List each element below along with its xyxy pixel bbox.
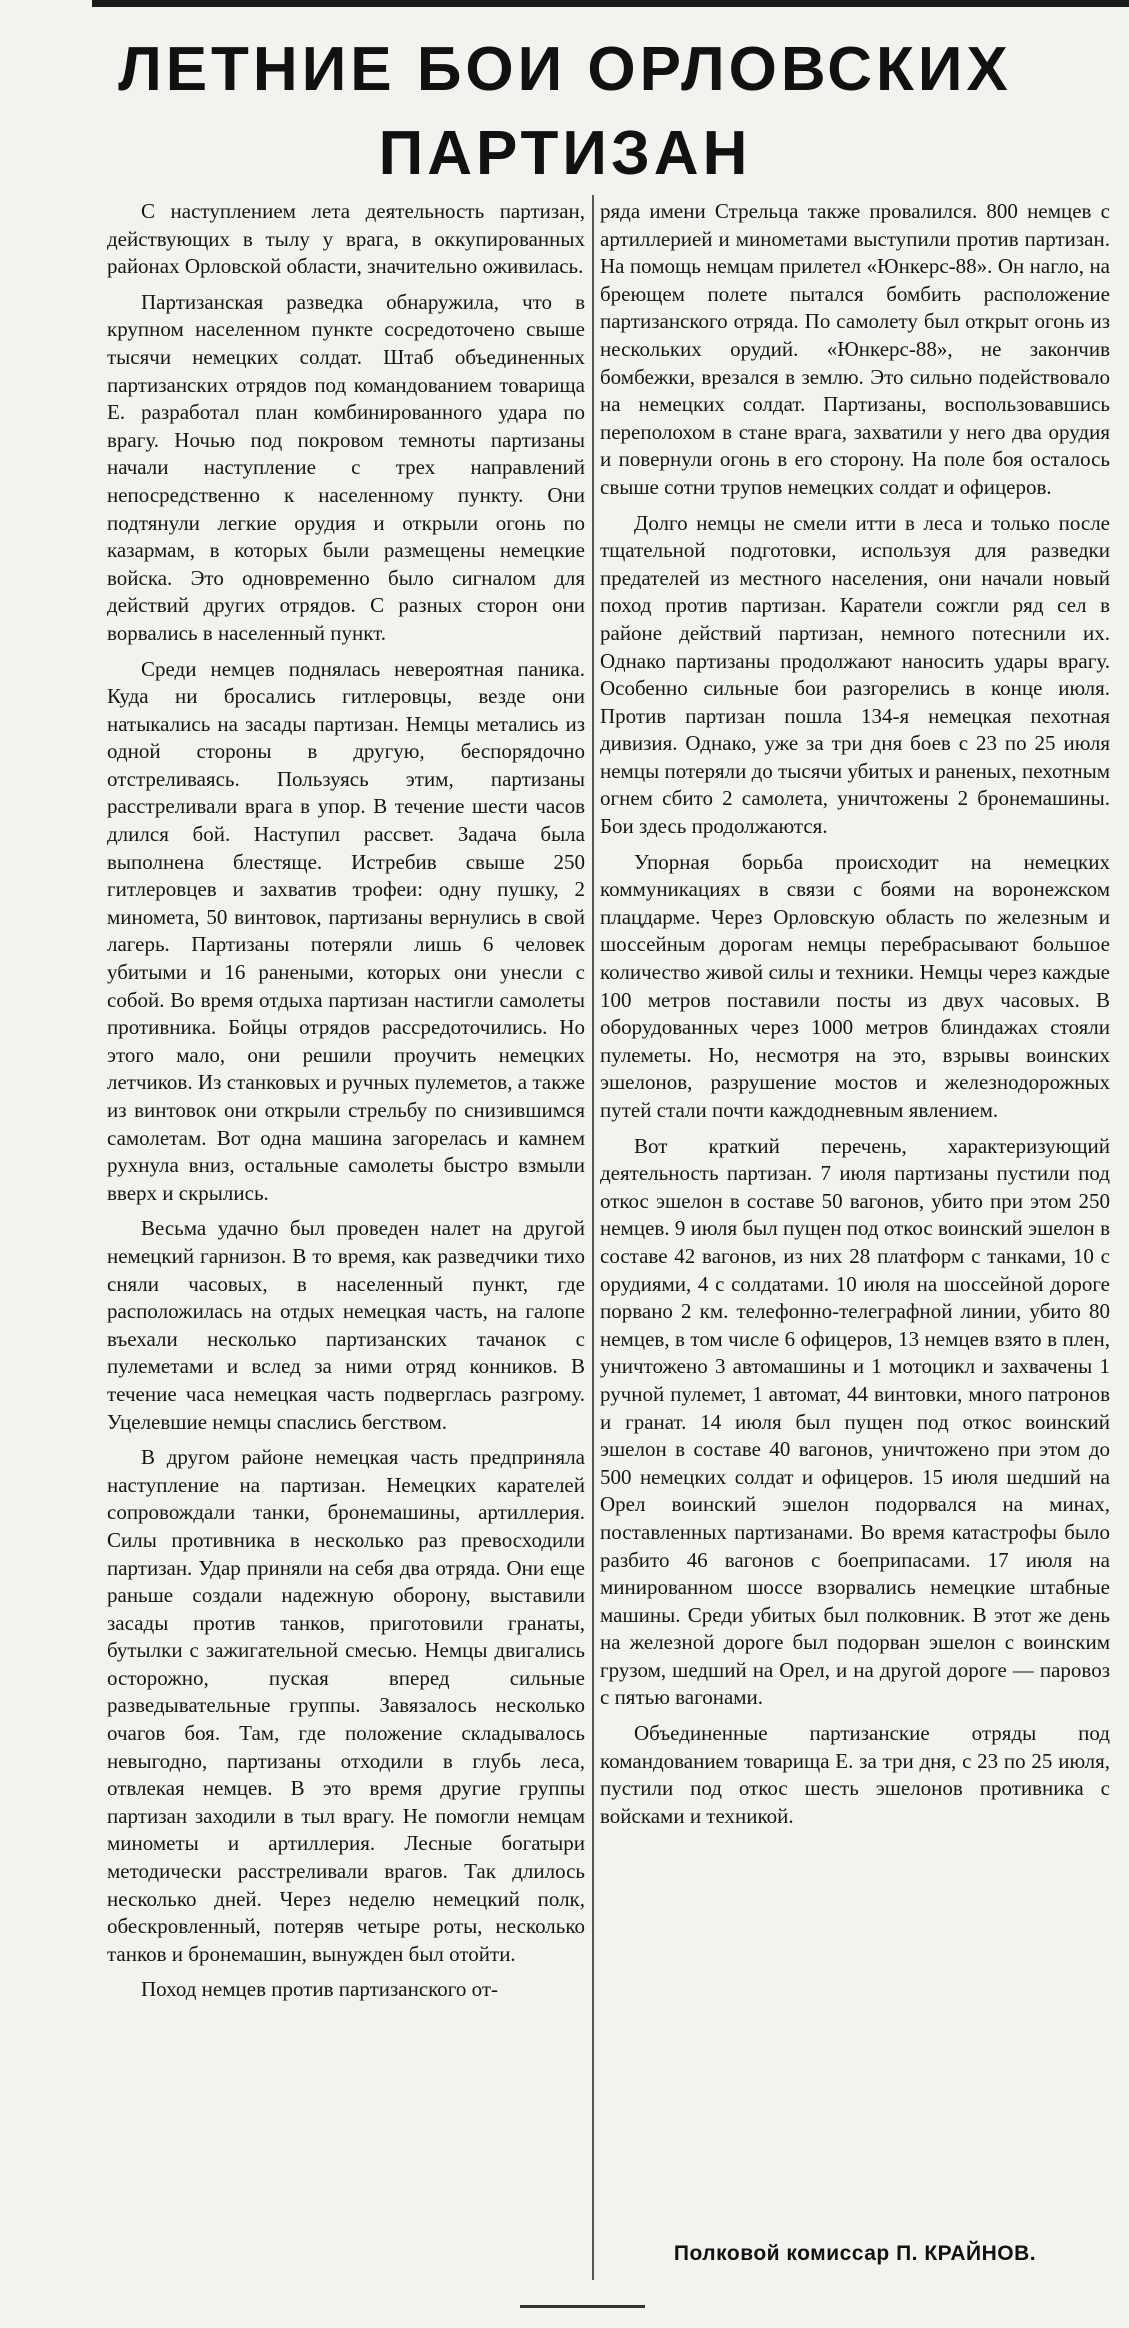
paragraph: Объединенные партизанские отряды под командованием товарища Е. за три дня, с 23 по 25 июля, пустили под откос шесть эшелонов противника с войсками и техникой. xyxy=(600,1721,1110,1828)
headline-line-1: ЛЕТНИЕ БОИ ОРЛОВСКИХ xyxy=(118,35,1012,104)
paragraph: Весьма удачно был проведен налет на другой немецкий гарнизон. В то время, как разведчики тихо сняли часовых, в населенный пункт, где расположилась на отдых немецкая часть, на галопе въехали несколько партизанских тачанок с пулеметами и вслед за ними отряд конников. В течение часа немецкая часть подверглась разгрому. Уцелевшие немцы спаслись бегством. xyxy=(107,1216,585,1434)
top-rule xyxy=(92,0,1129,7)
paragraph: В другом районе немецкая часть предприняла наступление на партизан. Немецких карателей сопровождали танки, бронемашины, артиллерия. Силы противника в несколько раз превосходили партизан. Удар приняли на себя два отряда. Они еще раньше создали надежную оборону, выставили засады против танков, приготовили гранаты, бутылки с зажигательной смесью. Немцы двигались осторожно, пуская вперед сильные разведывательные группы. Завязалось несколько очагов боя. Там, где положение складывалось невыгодно, партизаны отходили в глубь леса, отвлекая немцев. В это время другие группы партизан заходили в тыл врагу. Не помогли немцам минометы и артиллерия. Лесные богатыри методически расстреливали врагов. Так длилось несколько дней. Через неделю немецкий полк, обескровленный, потеряв четыре роты, несколько танков и бронемашин, вынужден был отойти. xyxy=(107,1445,585,1966)
column-divider xyxy=(592,195,594,2280)
article-column-left xyxy=(107,198,585,2012)
paragraph: Долго немцы не смели итти в леса и только после тщательной подготовки, используя для разведки предателей из местного населения, они начали новый поход против партизан. Каратели сожгли ряд сел в районе действий партизан, немного потеснили их. Однако партизаны продолжают наносить удары врагу. Особенно сильные бои разгорелись в конце июля. Против партизан пошла 134-я немецкая пехотная дивизия. Однако, уже за три дня боев с 23 по 25 июля немцы потеряли до тысячи убитых и раненых, пехотным огнем сбито 2 самолета, уничтожены 2 бронемашины. Бои здесь продолжаются. xyxy=(600,510,1110,839)
paragraph: Упорная борьба происходит на немецких коммуникациях в связи с боями на воронежском плацдарме. Через Орловскую область по железным и шоссейным дорогам немцы перебрасывают большое количество живой силы и техники. Немцы через каждые 100 метров поставили посты из двух часовых. В оборудованных через 1000 метров блиндажах стояли пулеметы. Но, несмотря на это, взрывы воинских эшелонов, разрушение мостов и железнодорожных путей стали почти каждодневным явлением. xyxy=(600,849,1110,1122)
article-headline xyxy=(95,28,1035,196)
author-signature: Полковой комиссар П. КРАЙНОВ. xyxy=(673,2242,1037,2265)
paragraph: Среди немцев поднялась невероятная паника. Куда ни бросались гитлеровцы, везде они натыкались на засады партизан. Немцы метались из одной стороны в другую, беспорядочно отстреливаясь. Пользуясь этим, партизаны расстреливали врага в упор. В течение шести часов длился бой. Наступил рассвет. Задача была выполнена блестяще. Истребив свыше 250 гитлеровцев и захватив трофеи: одну пушку, 2 миномета, 50 винтовок, партизаны вернулись в свой лагерь. Партизаны потеряли лишь 6 человек убитыми и 16 ранеными, которых они унесли с собой. Во время отдыха партизан настигли самолеты противника. Бойцы отрядов рассредоточились. Но этого мало, они решили проучить немецких летчиков. Из станковых и ручных пулеметов, а также из винтовок они открыли стрельбу по снизившимся самолетам. Вот одна машина загорелась и камнем рухнула вниз, остальные самолеты быстро взмыли вверх и скрылись. xyxy=(107,656,585,1205)
headline-line-2: ПАРТИЗАН xyxy=(378,119,752,188)
article-column-right xyxy=(600,198,1110,1838)
paragraph-continued: ряда имени Стрельца также провалился. 800 немцев с артиллерией и минометами выступили против партизан. На помощь немцам прилетел «Юнкерс-88». Он нагло, на бреющем полете пытался бомбить расположение партизанского отряда. По самолету был открыт огонь из нескольких орудий. «Юнкерс-88», не закончив бомбежки, врезался в землю. Это сильно подействовало на немецких солдат. Партизаны, воспользовавшись переполохом в стане врага, захватили у него два орудия и повернули огонь в его сторону. На поле боя осталось свыше сотни трупов немецких солдат и офицеров. xyxy=(600,199,1110,499)
paragraph: С наступлением лета деятельность партизан, действующих в тылу у врага, в оккупированных районах Орловской области, значительно оживилась. xyxy=(107,199,585,279)
paragraph: Вот краткий перечень, характеризующий деятельность партизан. 7 июля партизаны пустили под откос эшелон в составе 50 вагонов, убито при этом 250 немцев. 9 июля был пущен под откос воинский эшелон в составе 42 вагонов, из них 28 платформ с танками, 10 с орудиями, 4 с солдатами. 10 июля на шоссейной дороге порвано 2 км. телефонно-телеграфной линии, убито 80 немцев, в том числе 6 офицеров, 13 немцев взято в плен, уничтожено 3 автомашины и 1 мотоцикл и захвачены 1 ручной пулемет, 1 автомат, 44 винтовки, много патронов и гранат. 14 июля был пущен под откос воинский эшелон в составе 40 вагонов, уничтожено при этом до 500 немецких солдат и офицеров. 15 июля шедший на Орел воинский эшелон подорвался на минах, поставленных партизанами. Во время катастрофы было разбито 46 вагонов с боеприпасами. 17 июля на минированном шоссе взорвались немецкие штабные машины. Среди убитых был полковник. В этот же день на железной дороге был подорван эшелон с воинским грузом, шедший на Орел, и на другой дороге — паровоз с пятью вагонами. xyxy=(600,1133,1110,1710)
paragraph: Поход немцев против партизанского от- xyxy=(141,1977,499,2002)
bottom-rule xyxy=(520,2305,645,2308)
paragraph: Партизанская разведка обнаружила, что в крупном населенном пункте сосредоточено свыше тысячи немецких солдат. Штаб объединенных партизанских отрядов под командованием товарища Е. разработал план комбинированного удара по врагу. Ночью под покровом темноты партизаны начали наступление с трех направлений непосредственно к населенному пункту. Они подтянули легкие орудия и открыли огонь по казармам, в которых были размещены немецкие войска. Это одновременно было сигналом для действий других отрядов. С разных сторон они ворвались в населенный пункт. xyxy=(107,289,585,645)
